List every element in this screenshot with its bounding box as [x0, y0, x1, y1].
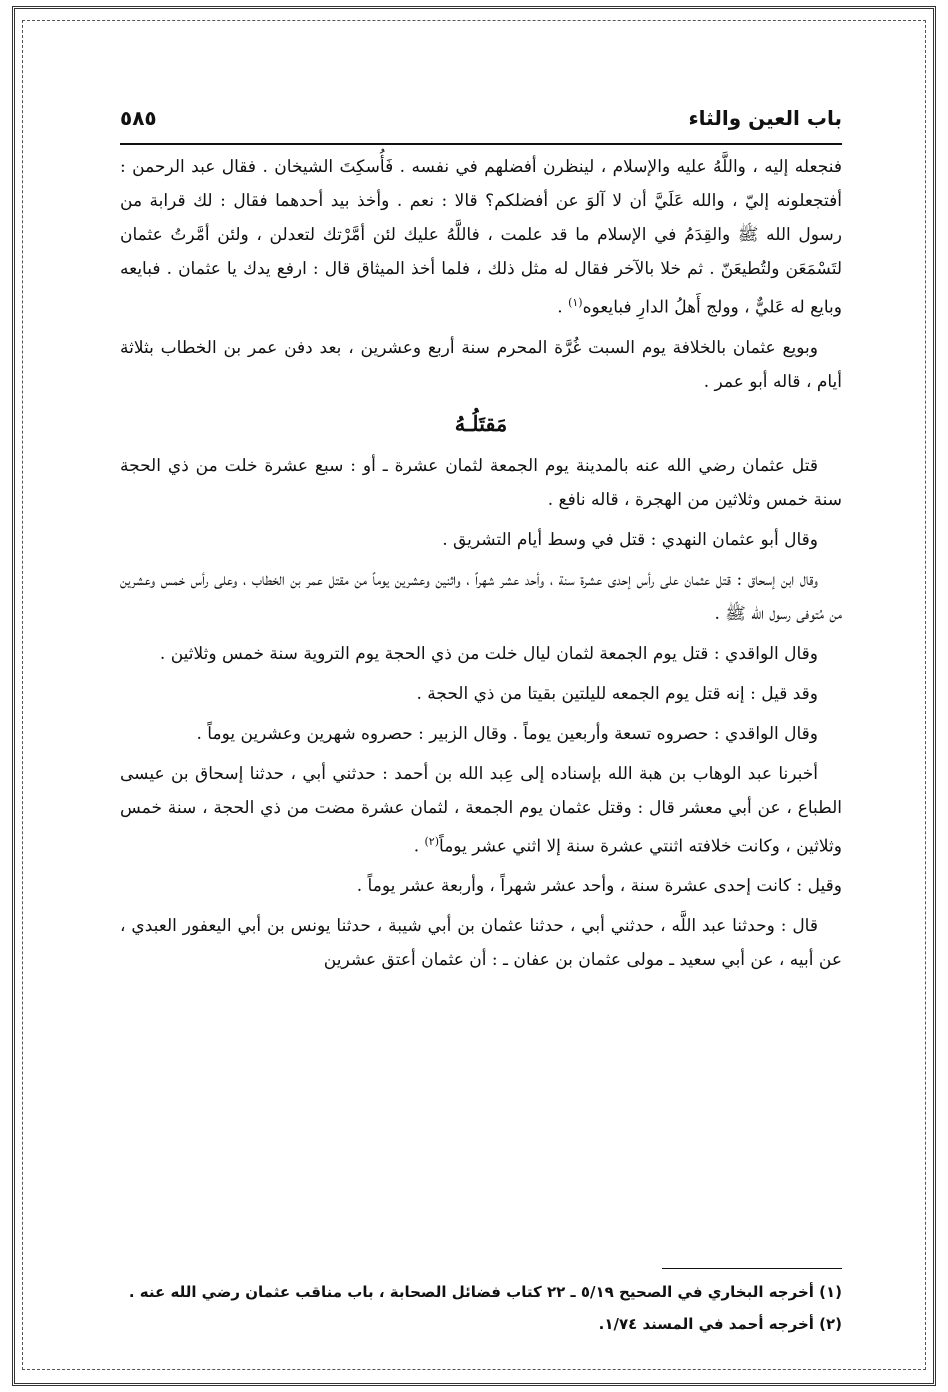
paragraph [120, 757, 842, 864]
paragraph: وبويع عثمان بالخلافة يوم السبت غُرَّة المحرم سنة أربع وعشرين ، بعد دفن عمر بن الخطاب بثلاثة أيام ، قاله أبو عمر . [120, 337, 842, 392]
header-rule [120, 143, 842, 145]
period: . [557, 297, 569, 318]
paragraph: وقيل : كانت إحدى عشرة سنة ، وأحد عشر شهراً ، وأربعة عشر يوماً . [356, 876, 842, 897]
paragraph-text: أخبرنا عبد الوهاب بن هبة الله بإسناده إلى عِبد الله بن أحمد : حدثني أبي ، حدثنا إسحاق بن عيسى الطباع ، عن أبي معشر قال : وقتل عثمان يوم الجمعة ، لثمان عشرة مضت من ذي الحجة ، سنة خمس وثلاثين ، وكانت خلافته اثنتي عشرة سنة إلا اثني عشر يوماً [120, 763, 842, 857]
footnote-rule [662, 1268, 842, 1269]
paragraph: وقال الواقدي : حصروه تسعة وأربعين يوماً . وقال الزبير : حصروه شهرين وعشرين يوماً . [196, 723, 818, 744]
paragraph-text: فنجعله إليه ، واللَّهُ عليه والإسلام ، لينظرن أفضلهم في نفسه . فَأُسكِتَ الشيخان . فقال عبد الرحمن : أفتجعلونه إليّ ، والله عَلَيَّ أن لا آلوَ عن أفضلكم؟ قالا : نعم . وأخذ بيد أحدهما فقال : لك قرابة من رسول الله ﷺ والقِدَمُ في الإسلام ما قد علمت ، فاللَّهُ عليك لئن أمَّرْتك لتعدلن ، ولئن أمَّرتُ عثمان لتَسْمَعَن ولتُطيعَنّ . ثم خلا بالآخر فقال له مثل ذلك ، فلما أخذ الميثاق قال : ارفع يدك يا عثمان . فبايعه وبايع له عَليٌّ ، وولج أَهلُ الدارِ فبايعوه [120, 157, 842, 318]
footnote-marker: (٢) [424, 834, 440, 848]
running-header [120, 98, 842, 138]
running-title: باب العين والثاء [688, 106, 842, 130]
paragraph: قال : وحدثنا عبد اللَّه ، حدثني أبي ، حدثنا عثمان بن أبي شيبة ، حدثنا يونس بن أبي اليعفور العبدي ، عن أبيه ، عن أبي سعيد ـ مولى عثمان بن عفان ـ : أن عثمان أعتق عشرين [120, 916, 842, 971]
footnote: (٢) أخرجه أحمد في المسند ١/٧٤. [598, 1315, 842, 1333]
paragraph: وقال أبو عثمان النهدي : قتل في وسط أيام التشريق . [442, 529, 818, 550]
paragraph: وقد قيل : إنه قتل يوم الجمعه لليلتين بقيتا من ذي الحجة . [416, 683, 818, 704]
footnote: (١) أخرجه البخاري في الصحيح ٥/١٩ ـ ٢٢ كتاب فضائل الصحابة ، باب مناقب عثمان رضي الله عنه . [128, 1283, 842, 1301]
paragraph [120, 150, 842, 325]
paragraph: وقال ابن إسحاق : قتل عثمان على رأس إحدى عشرة سنة ، وأحد عشر شهراً ، واثنين وعشرين يوماً من مقتل عمر بن الخطاب ، وعلى رأس خمس وعشرين من مُتوفى رسول الله ﷺ . [120, 569, 842, 624]
footnotes [120, 1276, 842, 1340]
paragraph: وقال الواقدي : قتل يوم الجمعة لثمان ليال خلت من ذي الحجة يوم التروية سنة خمس وثلاثين . [159, 643, 818, 664]
period: . [413, 836, 425, 857]
section-heading: مَقتَلُـهُ [454, 410, 508, 436]
page-number: ٥٨٥ [120, 106, 157, 130]
paragraph: قتل عثمان رضي الله عنه بالمدينة يوم الجمعة لثمان عشرة ـ أو : سبع عشرة خلت من ذي الحجة سنة خمس وثلاثين من الهجرة ، قاله نافع . [120, 455, 842, 510]
main-text [120, 150, 842, 983]
footnote-marker: (١) [568, 296, 583, 309]
